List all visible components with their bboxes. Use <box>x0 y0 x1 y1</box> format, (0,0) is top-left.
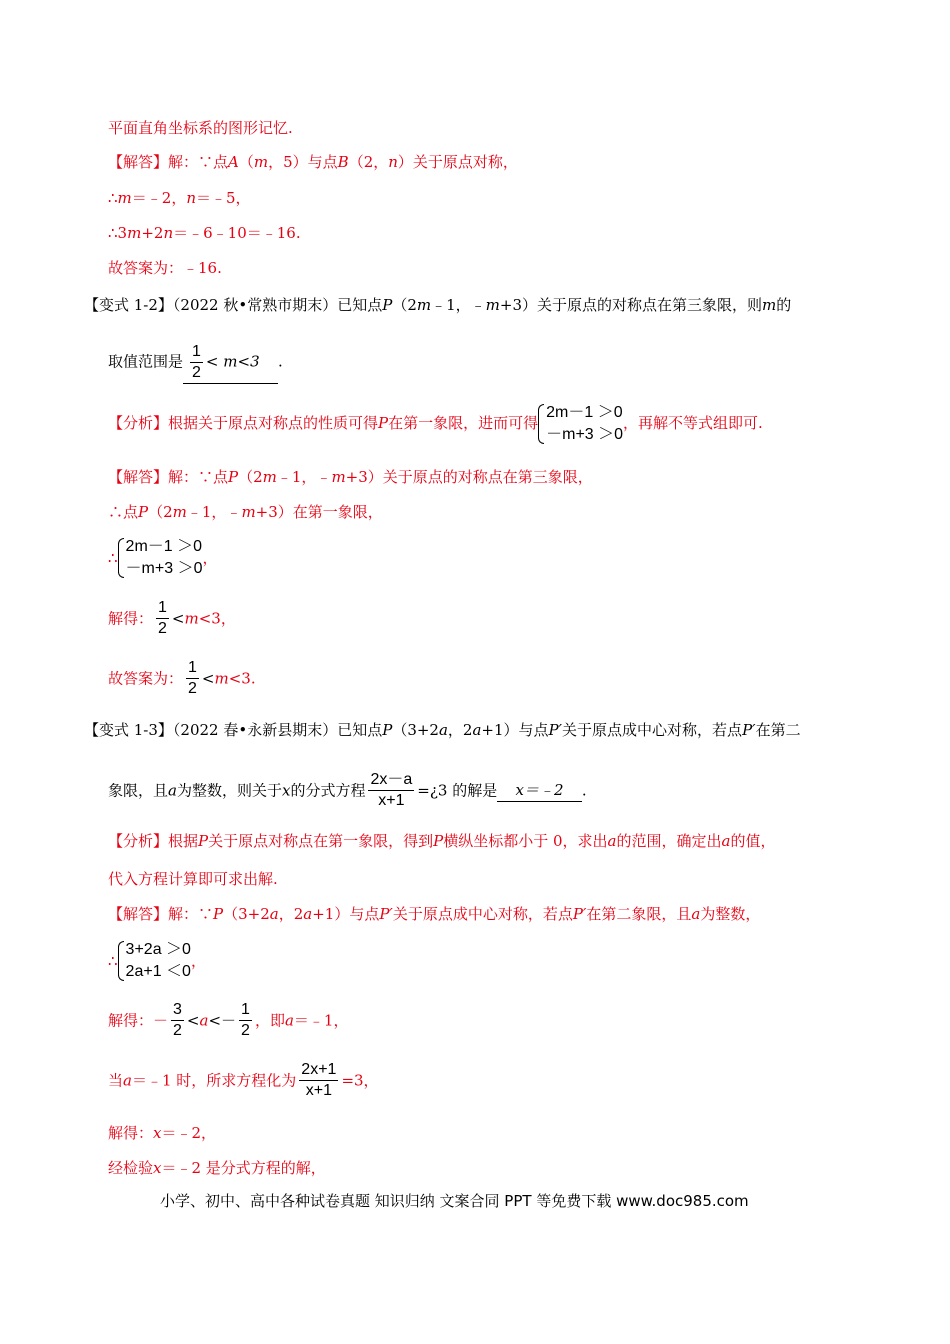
var: a <box>199 1011 209 1030</box>
var: n <box>186 189 196 207</box>
text-line <box>108 1122 216 1144</box>
text: <3. <box>228 669 256 688</box>
denominator: 2 <box>188 680 197 697</box>
text: =¿3 的解是 <box>417 781 498 800</box>
text: 【变式 1-3】（2022 春•永新县期末）已知点 <box>84 721 383 739</box>
fraction <box>186 658 199 699</box>
text: ﹣1，﹣ <box>186 503 242 521</box>
text: ， <box>202 549 218 567</box>
text: 【分析】根据关于原点对称点的性质可得 <box>108 414 379 432</box>
text: <－ <box>208 1011 237 1030</box>
system-line <box>108 939 206 983</box>
text-line <box>108 1157 326 1179</box>
text: ＝﹣1， <box>293 1011 349 1030</box>
text: < <box>186 1011 200 1030</box>
var: P′ <box>548 721 563 739</box>
text: 故答案为： <box>108 669 184 688</box>
text: ，2 <box>447 721 473 739</box>
var: a <box>284 1011 294 1030</box>
var: P <box>198 832 209 850</box>
text: 【解答】解：∵ <box>108 905 214 923</box>
denominator: x+1 <box>299 1080 338 1101</box>
var: a <box>123 1071 132 1090</box>
var: a <box>303 905 313 923</box>
text: 取值范围是 <box>108 352 184 371</box>
page-footer: 小学、初中、高中各种试卷真题 知识归纳 文案合同 PPT 等免费下载 www.doc985.com <box>160 1192 749 1210</box>
var: n <box>388 153 398 171</box>
answer-line <box>108 903 760 925</box>
text: < <box>201 669 215 688</box>
var: a <box>168 781 177 800</box>
answer-blank <box>183 342 278 384</box>
text: 横纵坐标都小于 0，求出 <box>443 832 608 850</box>
text: 的 <box>776 296 792 314</box>
var: a <box>607 832 617 850</box>
answer-line <box>108 151 518 173</box>
text: ，5）与点 <box>268 153 338 171</box>
text: +3）关于原点的对称点在第三象限，则 <box>499 296 762 314</box>
text: 经检验 <box>108 1159 154 1177</box>
var: P <box>382 721 393 739</box>
text: ＝﹣2 是分式方程的解， <box>161 1159 326 1177</box>
text-line: 代入方程计算即可求出解. <box>108 870 278 888</box>
text: ＝﹣6﹣10＝﹣16. <box>173 224 301 242</box>
text: （2 <box>148 503 173 521</box>
text: ，2 <box>278 905 304 923</box>
text: 在第二象限，且 <box>586 905 692 923</box>
text: 为整数， <box>700 905 761 923</box>
var: x <box>281 781 291 800</box>
text: +2 <box>141 224 164 242</box>
var: P <box>228 468 239 486</box>
var: A <box>228 153 239 171</box>
text: 解得： <box>108 609 154 628</box>
fraction <box>239 1000 252 1041</box>
text: 关于原点成中心对称，若点 <box>562 721 743 739</box>
row: 2m－1 ＞0 <box>546 404 623 421</box>
text-line <box>108 501 383 523</box>
text: +1）与点 <box>312 905 380 923</box>
denominator: 2 <box>158 620 167 637</box>
var: m <box>416 296 432 314</box>
text: +3）在第一象限， <box>255 503 383 521</box>
denominator: x+1 <box>368 790 414 811</box>
row: 2m－1 ＞0 <box>125 538 203 555</box>
var: m <box>253 153 269 171</box>
text: . <box>277 352 283 371</box>
text-line: 平面直角坐标系的图形记忆. <box>108 119 293 137</box>
system-line <box>108 536 217 580</box>
var: a <box>269 905 279 923</box>
fraction <box>368 770 414 811</box>
answer: m<3 <box>223 352 260 371</box>
text: （ <box>238 153 254 171</box>
var: m <box>262 468 277 486</box>
analysis-line <box>108 830 775 852</box>
text: 【解答】解：∵点 <box>108 468 229 486</box>
text: < <box>171 609 185 628</box>
var: P <box>382 296 393 314</box>
text: 解得：－ <box>108 1011 169 1030</box>
text: （2， <box>348 153 389 171</box>
equation-line <box>108 1060 379 1101</box>
var: m <box>331 468 346 486</box>
text: ，再解不等式组即可. <box>623 414 763 432</box>
solution-line <box>108 598 236 639</box>
denominator: 2 <box>241 1022 250 1039</box>
var: P <box>213 905 224 923</box>
text: （3+2 <box>223 905 270 923</box>
numerator: 1 <box>188 659 197 676</box>
text: 【分析】根据 <box>108 832 199 850</box>
answer-blank <box>497 779 582 802</box>
var: m <box>485 296 500 314</box>
var: P′ <box>572 905 587 923</box>
text: ﹣1，﹣ <box>431 296 486 314</box>
text: ∴ <box>108 189 118 207</box>
text: ∴ <box>108 952 118 970</box>
var: m <box>214 669 229 688</box>
var: m <box>762 296 777 314</box>
numerator: 1 <box>158 599 167 616</box>
text: ＝﹣2， <box>161 1124 217 1142</box>
text: +1）与点 <box>481 721 549 739</box>
var: n <box>163 224 174 242</box>
text: +3）关于原点的对称点在第三象限， <box>345 468 593 486</box>
var: P <box>138 503 149 521</box>
answer-line <box>108 466 593 488</box>
text: ，即 <box>254 1011 285 1030</box>
var: m <box>172 503 187 521</box>
text: < <box>205 352 219 371</box>
text: 当 <box>108 1071 124 1090</box>
text: 为整数，则关于 <box>176 781 282 800</box>
var: P′ <box>742 721 756 739</box>
answer: x＝﹣2 <box>515 781 564 799</box>
answer-line <box>108 658 256 699</box>
fraction <box>299 1060 338 1101</box>
solution-line <box>108 1000 348 1041</box>
text: 象限，且 <box>108 781 169 800</box>
text: 【解答】解：∵点 <box>108 153 229 171</box>
numerator: 3 <box>173 1001 182 1018</box>
var: m <box>241 503 256 521</box>
text: ∴ <box>108 549 118 567</box>
text: 解得： <box>108 1124 154 1142</box>
row: 2a+1 ＜0 <box>125 963 191 980</box>
numerator: 1 <box>192 343 201 360</box>
text: 【变式 1-2】（2022 秋•常熟市期末）已知点 <box>84 296 383 314</box>
var: m <box>117 189 132 207</box>
fraction <box>171 1000 184 1041</box>
text: ∴3 <box>108 224 128 242</box>
text: 关于原点成中心对称，若点 <box>392 905 573 923</box>
text-line <box>108 187 251 209</box>
row: －m+3 ＞0 <box>125 560 203 577</box>
var: P <box>378 414 389 432</box>
text: 在第一象限，进而可得 <box>388 414 539 432</box>
text: ＝﹣1 时，所求方程化为 <box>131 1071 297 1090</box>
var: x <box>153 1159 162 1177</box>
text: （2 <box>392 296 417 314</box>
text: ）关于原点对称， <box>397 153 518 171</box>
text: （2 <box>238 468 263 486</box>
numerator: 2x－a <box>370 771 413 788</box>
question-heading <box>84 294 791 316</box>
text: ∴点 <box>108 503 139 521</box>
denominator: 2 <box>192 364 201 381</box>
text: 的值， <box>730 832 776 850</box>
inequality-system <box>538 402 623 446</box>
fraction <box>156 598 169 639</box>
analysis-line <box>108 402 763 446</box>
fraction <box>190 342 203 383</box>
denominator: 2 <box>173 1022 182 1039</box>
var: m <box>184 609 199 628</box>
text: ﹣1，﹣ <box>276 468 332 486</box>
var: a <box>721 832 731 850</box>
var: a <box>472 721 482 739</box>
var: m <box>127 224 142 242</box>
text: 关于原点对称点在第一象限，得到 <box>208 832 434 850</box>
text: ＝﹣5， <box>196 189 251 207</box>
var: P <box>433 832 444 850</box>
question-line <box>108 342 283 384</box>
numerator: 2x+1 <box>301 1061 337 1078</box>
var: B <box>337 153 349 171</box>
var: a <box>691 905 701 923</box>
row: －m+3 ＞0 <box>546 426 624 443</box>
var: a <box>438 721 448 739</box>
row: 3+2a ＞0 <box>125 941 191 958</box>
text: ＝﹣2， <box>131 189 187 207</box>
text: （3+2 <box>392 721 439 739</box>
text: 的分式方程 <box>290 781 366 800</box>
text: 在第二 <box>755 721 801 739</box>
text-line: 故答案为：﹣16. <box>108 259 222 277</box>
text: . <box>581 781 587 800</box>
question-line <box>108 770 587 811</box>
var: x <box>153 1124 162 1142</box>
text-line <box>108 222 301 244</box>
var: P′ <box>379 905 393 923</box>
numerator: 1 <box>241 1001 250 1018</box>
text: =3， <box>341 1071 379 1090</box>
question-heading <box>84 719 801 741</box>
text: ， <box>190 952 206 970</box>
text: 的范围，确定出 <box>616 832 722 850</box>
inequality-system <box>118 939 191 983</box>
text: <3， <box>198 609 236 628</box>
inequality-system <box>118 536 203 580</box>
